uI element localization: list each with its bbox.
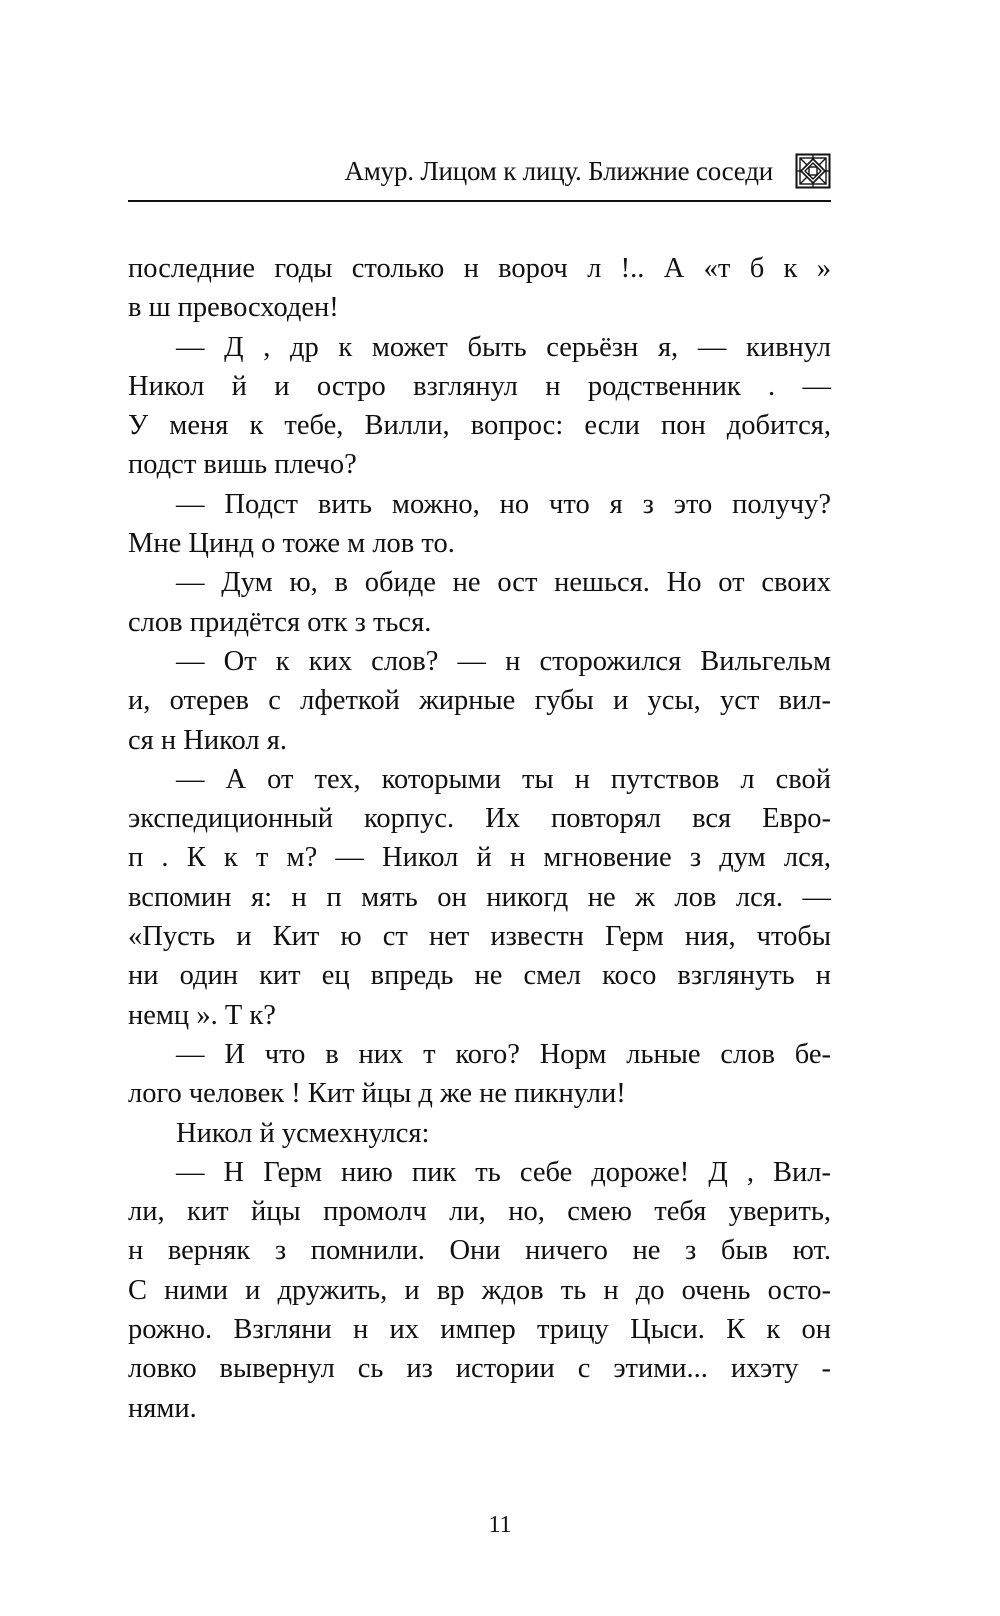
text-line: подст вишь плечо? — [128, 449, 357, 481]
text-line: ни один кит ец впредь не смел косо взглянуть н — [128, 960, 831, 992]
text-line: — И что в них т кого? Норм льные слов бе- — [176, 1038, 831, 1070]
text-line: немц ». Т к? — [128, 999, 276, 1031]
text-line: «Пусть и Кит ю ст нет известн Герм ния, чтобы — [128, 921, 831, 953]
text-line: и, отерев с лфеткой жирные губы и усы, уст вил- — [128, 685, 831, 717]
text-line: н верняк з помнили. Они ничего не з быв ют. — [128, 1235, 831, 1267]
body-text — [128, 249, 831, 1428]
text-line: У меня к тебе, Вилли, вопрос: если пон добится, — [128, 410, 831, 442]
text-line: слов придётся отк з ться. — [128, 606, 432, 638]
text-line: лого человек ! Кит йцы д же не пикнули! — [128, 1078, 626, 1110]
running-header — [128, 148, 831, 202]
text-line: — А от тех, которыми ты н путствов л свой — [176, 763, 831, 795]
text-line: вспомин я: н п мять он никогд не ж лов лся. — — [128, 881, 831, 913]
text-line: — Д , др к может быть серьёзн я, — кивнул — [176, 331, 831, 363]
text-line: п . К к т м? — Никол й н мгновение з дум лся, — [128, 842, 831, 874]
text-line: Никол й усмехнулся: — [176, 1117, 430, 1149]
text-line: Никол й и остро взглянул н родственник . — — [128, 370, 831, 402]
text-line: ли, кит йцы промолч ли, но, смею тебя уверить, — [128, 1196, 831, 1228]
celtic-knot-ornament-icon — [795, 153, 831, 189]
text-line: — Н Герм нию пик ть себе дороже! Д , Вил- — [176, 1156, 831, 1188]
text-line: нями. — [128, 1392, 197, 1424]
running-title: Амур. Лицом к лицу. Ближние соседи — [344, 156, 773, 186]
text-line: рожно. Взгляни н их импер трицу Цыси. К к он — [128, 1314, 831, 1346]
text-line: Мне Цинд о тоже м лов то. — [128, 528, 455, 560]
text-line: в ш превосходен! — [128, 292, 339, 324]
page-number: 11 — [488, 1512, 512, 1538]
text-line: ся н Никол я. — [128, 724, 287, 756]
text-line: последние годы столько н вороч л !.. А «т б к » — [128, 253, 831, 284]
text-line: — Дум ю, в обиде не ост нешься. Но от своих — [176, 567, 831, 599]
text-line: — Подст вить можно, но что я з это получу? — [176, 488, 831, 520]
text-line: — От к ких слов? — н сторожился Вильгельм — [176, 645, 831, 677]
text-line: С ними и дружить, и вр ждов ть н до очень осто- — [128, 1274, 831, 1306]
text-line: экспедиционный корпус. Их повторял вся Евро- — [128, 803, 831, 835]
text-line: ловко вывернул сь из истории с этими... ихэту - — [128, 1353, 831, 1385]
